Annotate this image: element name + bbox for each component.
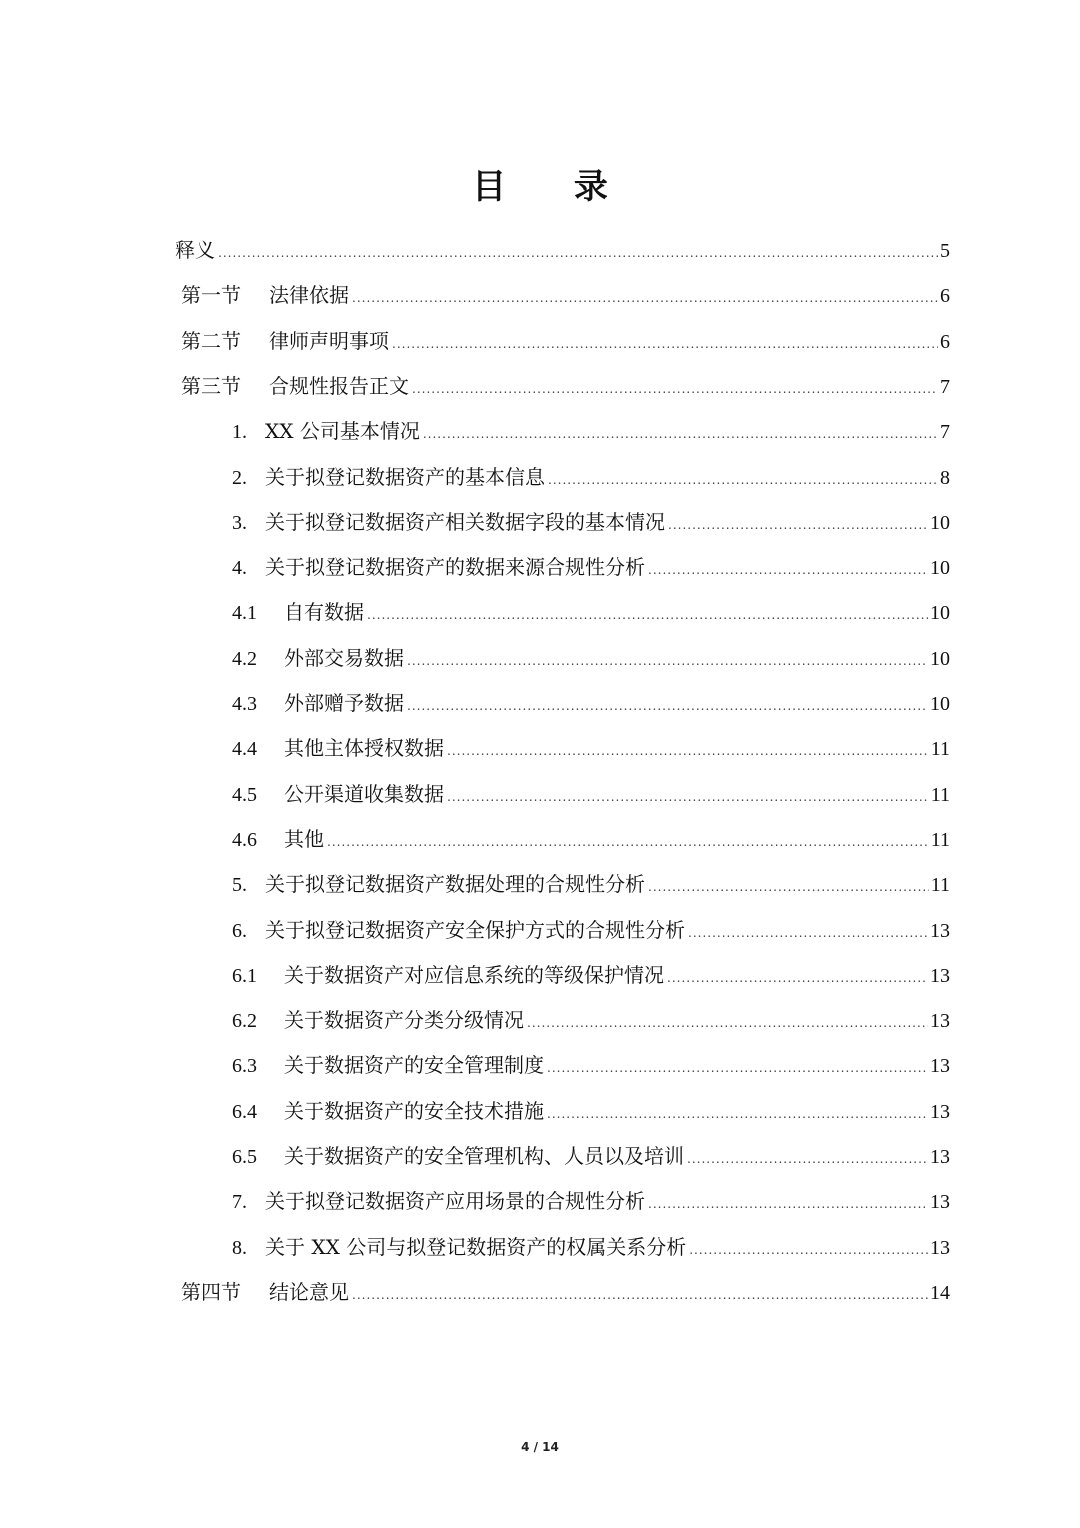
toc-entry-label: 其他主体授权数据 [284, 736, 444, 760]
toc-entry-page: 13 [930, 1146, 950, 1168]
toc-dot-leader [352, 1280, 928, 1310]
toc-entry-page: 13 [930, 965, 950, 987]
toc-entry[interactable] [175, 235, 950, 265]
toc-entry[interactable] [181, 371, 950, 401]
toc-entry-number: 第二节 [181, 329, 241, 353]
toc-entry[interactable] [181, 326, 950, 356]
toc-entry-number: 第一节 [181, 283, 241, 307]
toc-entry-number: 5. [232, 874, 247, 896]
toc-entry-number: 第四节 [181, 1280, 241, 1304]
toc-entry-label: 公开渠道收集数据 [284, 782, 444, 806]
toc-entry-number: 4.2 [232, 648, 257, 670]
toc-entry-label: 关于数据资产的安全管理制度 [284, 1053, 544, 1077]
toc-dot-leader [688, 918, 928, 948]
toc-entry-label: 其他 [284, 827, 324, 851]
toc-dot-leader [447, 782, 929, 812]
toc-entry-label: 关于拟登记数据资产的数据来源合规性分析 [265, 555, 645, 579]
toc-entry-page: 10 [930, 602, 950, 624]
toc-dot-leader [407, 646, 928, 676]
toc-entry[interactable] [232, 733, 950, 763]
toc-dot-leader [667, 963, 928, 993]
toc-entry-page: 6 [940, 331, 950, 353]
toc-entry-label: 释义 [175, 238, 215, 262]
toc-dot-leader [447, 736, 929, 766]
toc-dot-leader [548, 465, 938, 495]
toc-entry-number: 3. [232, 512, 247, 534]
toc-entry[interactable] [232, 688, 950, 718]
toc-entry[interactable] [181, 280, 950, 310]
toc-entry-number: 6. [232, 920, 247, 942]
toc-entry-page: 10 [930, 512, 950, 534]
toc-dot-leader [689, 1235, 928, 1265]
toc-entry-number: 6.1 [232, 965, 257, 987]
toc-entry-number: 6.2 [232, 1010, 257, 1032]
toc-entry-number: 7. [232, 1191, 247, 1213]
toc-entry-label: 关于拟登记数据资产数据处理的合规性分析 [265, 872, 645, 896]
toc-entry[interactable] [232, 507, 950, 537]
toc-entry-label: 关于拟登记数据资产相关数据字段的基本情况 [265, 510, 665, 534]
toc-entry-number: 第三节 [181, 374, 241, 398]
toc-entry-page: 10 [930, 557, 950, 579]
toc-entry[interactable] [232, 1232, 950, 1262]
toc-entry-page: 13 [930, 1191, 950, 1213]
toc-dot-leader [648, 555, 928, 585]
toc-entry[interactable] [232, 597, 950, 627]
toc-dot-leader [648, 1189, 928, 1219]
toc-entry-page: 14 [930, 1282, 950, 1304]
toc-entry-page: 11 [930, 784, 950, 806]
toc-dot-leader [668, 510, 928, 540]
toc-entry-number: 4.1 [232, 602, 257, 624]
toc-entry[interactable] [232, 552, 950, 582]
toc-entry-number: 4.5 [232, 784, 257, 806]
toc-entry-number: 4.6 [232, 829, 257, 851]
toc-entry-number: 6.5 [232, 1146, 257, 1168]
toc-entry-label: 合规性报告正文 [269, 374, 409, 398]
toc-entry-page: 13 [930, 1010, 950, 1032]
toc-dot-leader [648, 872, 929, 902]
toc-entry-page: 6 [940, 285, 950, 307]
toc-entry-number: 2. [232, 467, 247, 489]
toc-entry-label: 关于数据资产对应信息系统的等级保护情况 [284, 963, 664, 987]
toc-entry[interactable] [232, 416, 950, 446]
toc-entry[interactable] [232, 869, 950, 899]
toc-entry-page: 13 [930, 920, 950, 942]
toc-entry-page: 8 [940, 467, 950, 489]
toc-entry[interactable] [232, 960, 950, 990]
toc-entry[interactable] [232, 915, 950, 945]
toc-entry-page: 7 [940, 376, 950, 398]
toc-entry-number: 6.4 [232, 1101, 257, 1123]
toc-entry-label: 关于拟登记数据资产应用场景的合规性分析 [265, 1189, 645, 1213]
toc-dot-leader [547, 1099, 928, 1129]
toc-entry-label: 关于拟登记数据资产安全保护方式的合规性分析 [265, 918, 685, 942]
toc-dot-leader [687, 1144, 928, 1174]
toc-entry[interactable] [232, 1050, 950, 1080]
toc-dot-leader [547, 1053, 928, 1083]
toc-dot-leader [327, 827, 929, 857]
toc-entry-page: 10 [930, 693, 950, 715]
toc-entry[interactable] [232, 643, 950, 673]
page-title: 目 录 [472, 167, 636, 207]
toc-entry-label: 结论意见 [269, 1280, 349, 1304]
toc-entry-label: 关于数据资产的安全管理机构、人员以及培训 [284, 1144, 684, 1168]
toc-entry-page: 7 [940, 421, 950, 443]
toc-entry-page: 11 [930, 829, 950, 851]
toc-entry[interactable] [232, 1141, 950, 1171]
toc-entry-label: 关于数据资产的安全技术措施 [284, 1099, 544, 1123]
toc-entry-number: 4.4 [232, 738, 257, 760]
toc-entry-number: 8. [232, 1237, 247, 1259]
toc-entry-page: 11 [930, 874, 950, 896]
toc-dot-leader [527, 1008, 928, 1038]
toc-dot-leader [392, 329, 938, 359]
toc-entry-label: 法律依据 [269, 283, 349, 307]
page-number-footer: 4 / 14 [521, 1440, 559, 1454]
toc-entry-number: 4. [232, 557, 247, 579]
toc-entry-label: 关于拟登记数据资产的基本信息 [265, 465, 545, 489]
toc-entry-number: 4.3 [232, 693, 257, 715]
toc-entry-page: 13 [930, 1237, 950, 1259]
toc-entry-page: 13 [930, 1055, 950, 1077]
toc-entry[interactable] [181, 1277, 950, 1307]
toc-entry-label: 律师声明事项 [269, 329, 389, 353]
toc-dot-leader [423, 419, 938, 449]
toc-dot-leader [218, 238, 938, 268]
toc-entry-label: XX 公司基本情况 [265, 419, 420, 443]
toc-entry-page: 13 [930, 1101, 950, 1123]
toc-entry-number: 6.3 [232, 1055, 257, 1077]
toc-entry-label: 外部交易数据 [284, 646, 404, 670]
toc-entry[interactable] [232, 462, 950, 492]
toc-entry[interactable] [232, 1005, 950, 1035]
toc-entry-label: 关于 XX 公司与拟登记数据资产的权属关系分析 [265, 1235, 687, 1259]
toc-entry-label: 关于数据资产分类分级情况 [284, 1008, 524, 1032]
toc-entry[interactable] [232, 1096, 950, 1126]
toc-dot-leader [367, 600, 928, 630]
toc-dot-leader [352, 283, 938, 313]
toc-entry-label: 自有数据 [284, 600, 364, 624]
toc-entry-label: 外部赠予数据 [284, 691, 404, 715]
toc-entry[interactable] [232, 1186, 950, 1216]
toc-entry-page: 5 [940, 240, 950, 262]
toc-entry-number: 1. [232, 421, 247, 443]
toc-dot-leader [412, 374, 938, 404]
toc-entry[interactable] [232, 779, 950, 809]
toc-dot-leader [407, 691, 928, 721]
toc-entry-page: 11 [930, 738, 950, 760]
toc-entry-page: 10 [930, 648, 950, 670]
toc-entry[interactable] [232, 824, 950, 854]
